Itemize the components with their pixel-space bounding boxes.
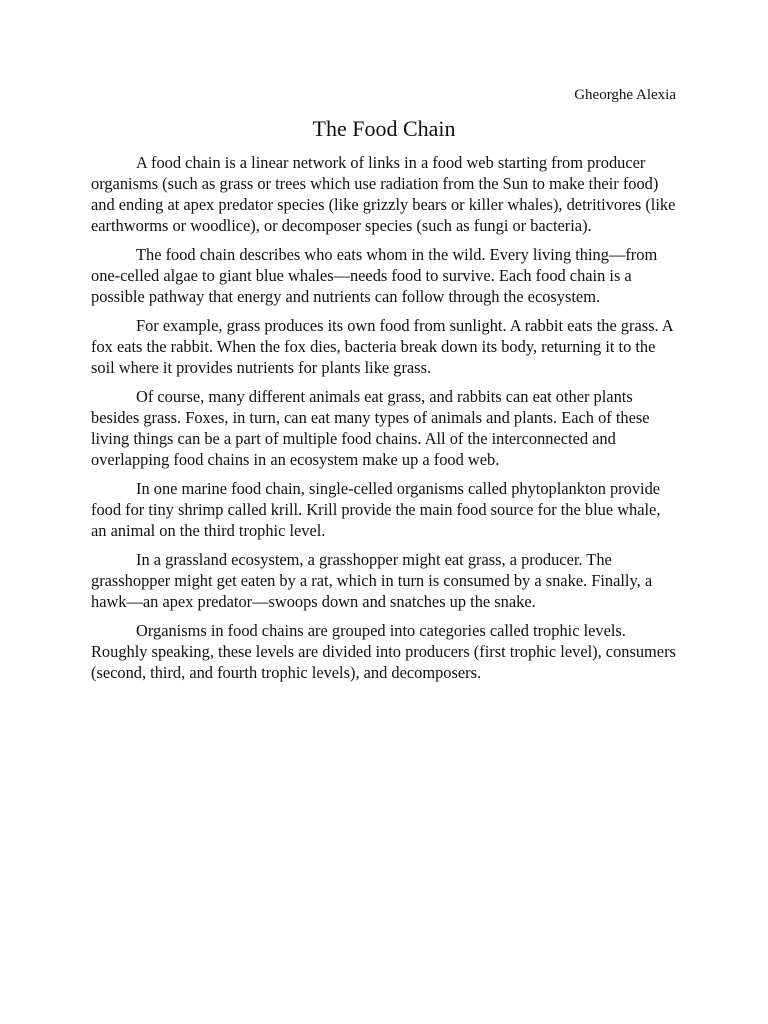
paragraph: In a grassland ecosystem, a grasshopper might eat grass, a producer. The grasshopper might get eaten by a rat, which in turn is consumed by a snake. Finally, a hawk—an apex predator—swoops down and snatches up the snake. [91, 550, 653, 611]
document-body [91, 152, 677, 691]
document-title: The Food Chain [312, 116, 456, 141]
paragraph: The food chain describes who eats whom in the wild. Every living thing—from one-celled algae to giant blue whales—needs food to survive. Each food chain is a possible pathway that energy and nutrients can follow through the ecosystem. [91, 245, 658, 306]
paragraph: Organisms in food chains are grouped into categories called trophic levels. Roughly speaking, these levels are divided into producers (first trophic level), consumers (second, third, and fourth trophic levels), and decomposers. [91, 621, 676, 682]
paragraph: For example, grass produces its own food from sunlight. A rabbit eats the grass. A fox eats the rabbit. When the fox dies, bacteria break down its body, returning it to the soil where it provides nutrients for plants like grass. [91, 316, 673, 377]
paragraph: A food chain is a linear network of links in a food web starting from producer organisms (such as grass or trees which use radiation from the Sun to make their food) and ending at apex predator species (like grizzly bears or killer whales), detritivores (like earthworms or woodlice), or decomposer species (such as fungi or bacteria). [91, 153, 676, 235]
paragraph: In one marine food chain, single-celled organisms called phytoplankton provide food for tiny shrimp called krill. Krill provide the main food source for the blue whale, an animal on the third trophic level. [91, 479, 661, 540]
author-name: Gheorghe Alexia [574, 87, 676, 103]
paragraph: Of course, many different animals eat grass, and rabbits can eat other plants besides grass. Foxes, in turn, can eat many types of animals and plants. Each of these living things can be a part of multiple food chains. All of the interconnected and overlapping food chains in an ecosystem make up a food web. [91, 387, 650, 469]
